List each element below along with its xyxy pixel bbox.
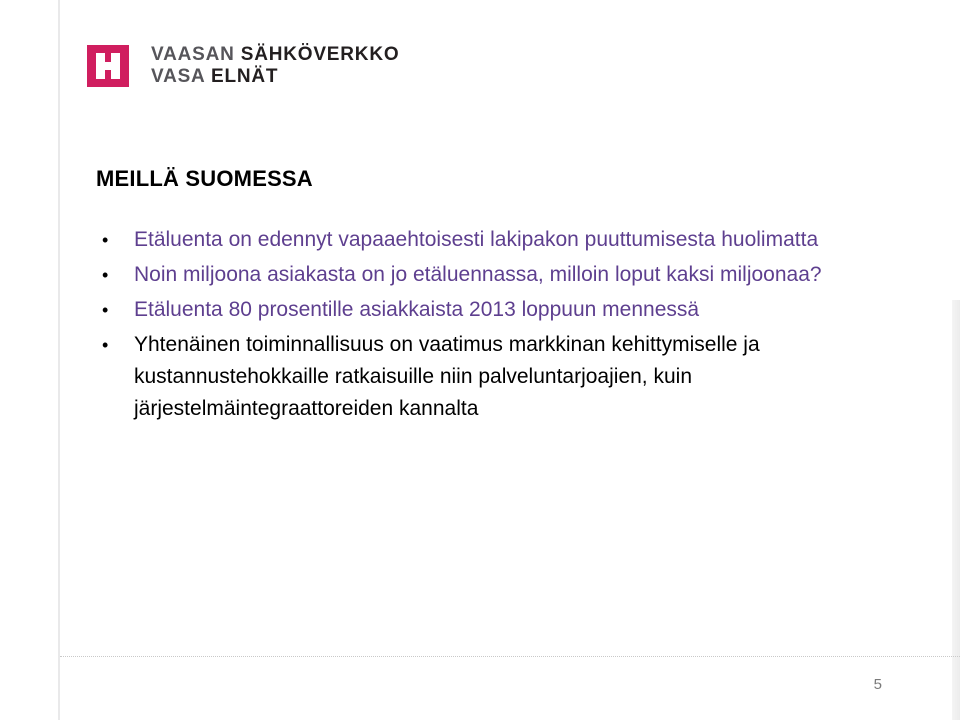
bullet-item [96,329,896,425]
bullet-dot: • [102,265,109,285]
bullet-dot: • [102,300,109,320]
bullet-dot: • [102,335,109,355]
bullet-dot: • [102,230,109,250]
bullet-text: Yhtenäinen toiminnallisuus on vaatimus markkinan kehittymiselle ja kustannustehokkaille ratkaisuille niin palveluntarjoajien, kuin järjestelmäintegraattoreiden kannalta [134,333,760,420]
bullet-text: Etäluenta 80 prosentille asiakkaista 2013 loppuun mennessä [134,298,700,321]
page-number: 5 [873,676,882,693]
bullet-list [96,224,896,428]
slide-title: MEILLÄ SUOMESSA [96,166,313,191]
bullet-item [96,294,896,326]
left-divider [58,0,60,720]
bullet-item [96,224,896,256]
logo-line-finnish [151,44,399,66]
logo-word-elnat: ELNÄT [210,66,279,87]
bullet-item [96,259,896,291]
logo-mark-icon [87,45,129,87]
logo-word-vaasan: VAASAN [151,44,235,65]
footer-divider [60,656,960,657]
bullet-text: Etäluenta on edennyt vapaaehtoisesti lakipakon puuttumisesta huolimatta [134,228,819,251]
logo-word-vasa: VASA [151,66,205,87]
logo-word-sahkoverkko: SÄHKÖVERKKO [240,44,400,65]
company-logo [87,44,399,88]
logo-line-swedish [151,66,399,88]
right-edge-stripe [952,300,960,720]
logo-wordmark [151,44,399,88]
bullet-text: Noin miljoona asiakasta on jo etäluennassa, milloin loput kaksi miljoonaa? [134,263,822,286]
